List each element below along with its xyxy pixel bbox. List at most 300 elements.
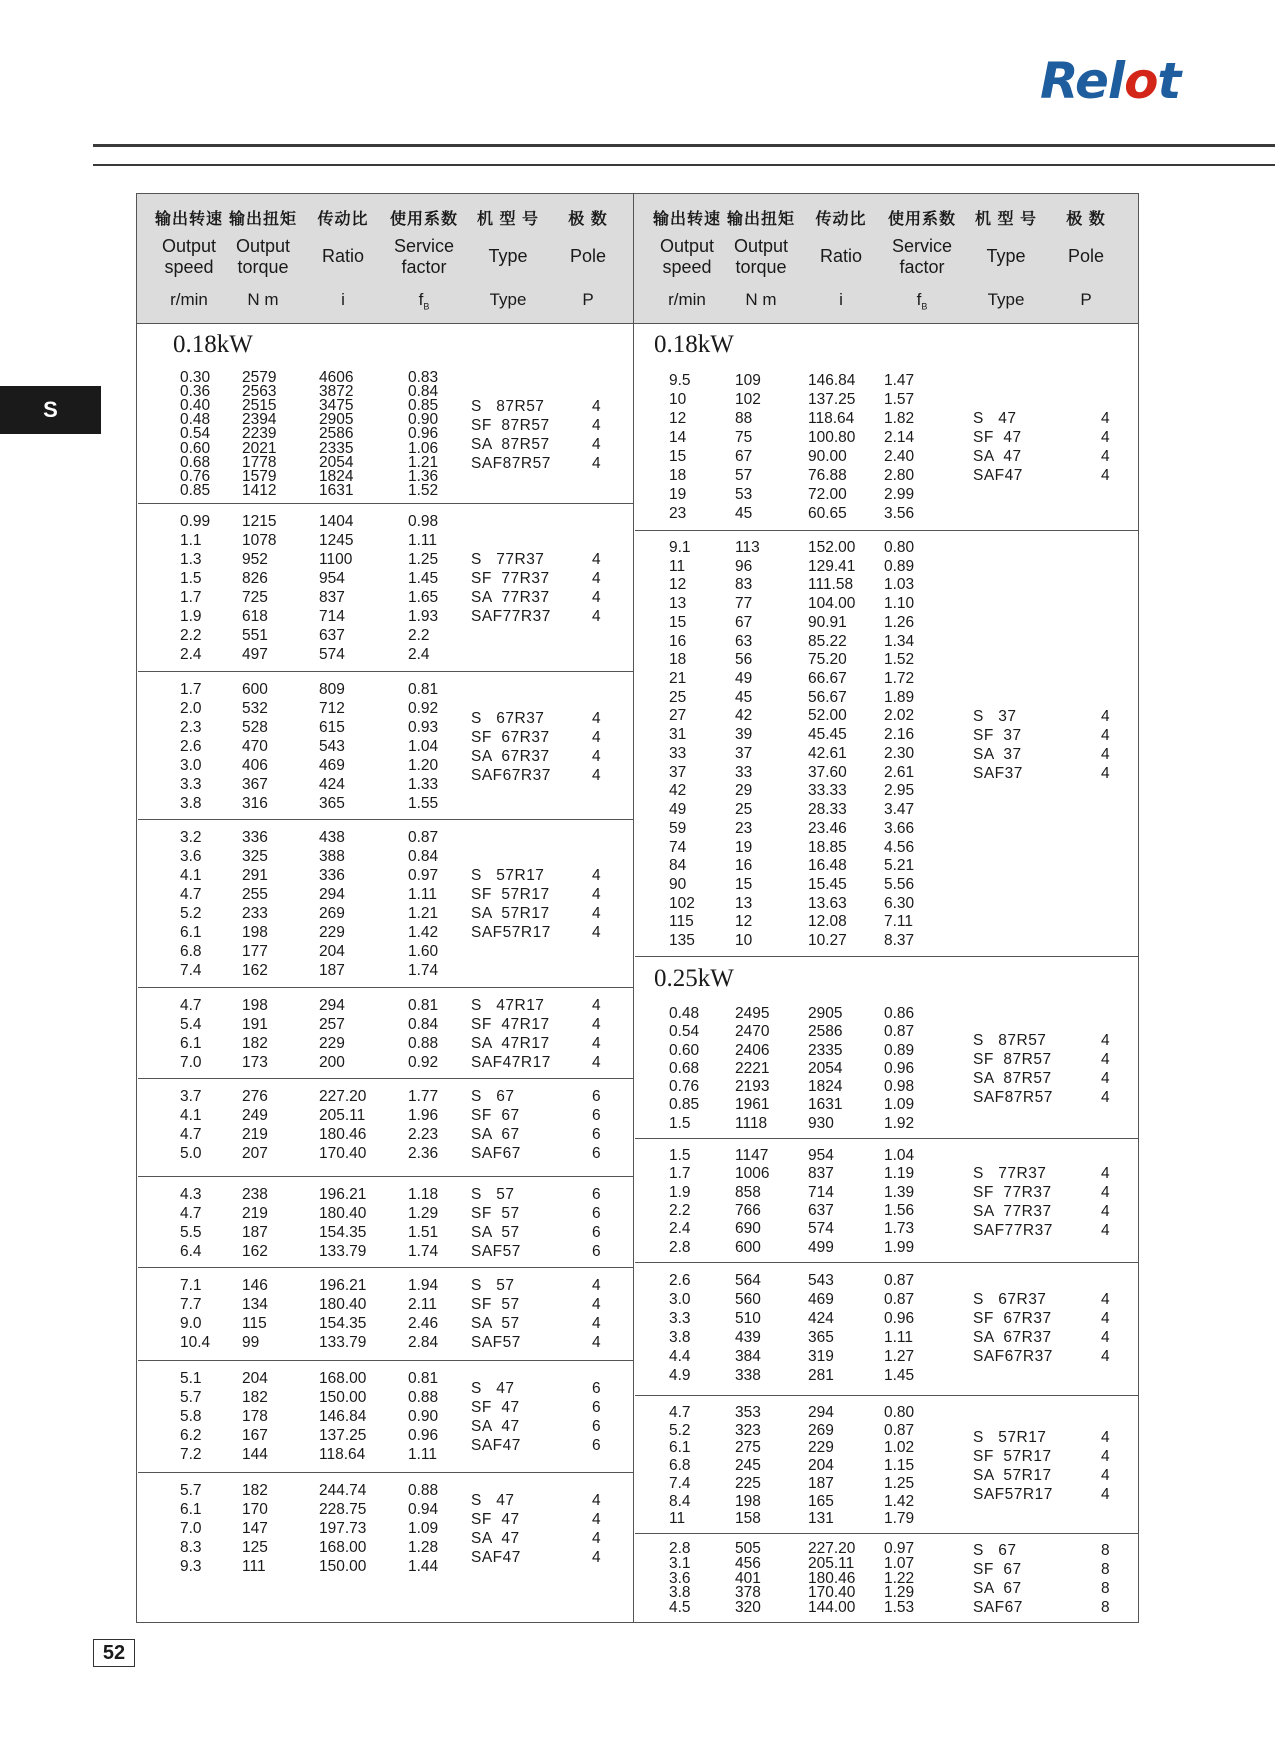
cell-speed: 25: [669, 688, 687, 706]
column-fb: [408, 828, 438, 980]
data-block: [138, 820, 633, 988]
cell-fb: 0.98: [408, 513, 439, 530]
cell-fb: 1.25: [408, 551, 439, 568]
cell-speed: 4.1: [180, 867, 202, 884]
cell-type: SF 87R57: [471, 416, 550, 434]
cell-ratio: 1631: [319, 481, 354, 499]
cell-type: SAF57: [471, 1334, 521, 1351]
cell-fb: 0.88: [408, 1482, 439, 1499]
cell-ratio: 336: [319, 867, 345, 884]
data-block: [138, 1268, 633, 1361]
cell-ratio: 13.63: [808, 894, 847, 912]
cell-fb: 1.11: [408, 532, 438, 549]
cell-fb: 2.40: [884, 448, 915, 465]
cell-torque: 456: [735, 1554, 761, 1572]
column-pole: [592, 709, 601, 785]
cell-pole: 6: [592, 1224, 602, 1241]
cell-pole: 4: [592, 1016, 602, 1033]
cell-torque: 1006: [735, 1165, 770, 1183]
cell-speed: 2.4: [180, 646, 202, 663]
cell-speed: 4.7: [180, 1126, 202, 1143]
cell-pole: 4: [1101, 1184, 1111, 1201]
cell-fb: 0.88: [408, 1389, 439, 1406]
column-fb: [884, 1005, 914, 1133]
cell-ratio: 244.74: [319, 1482, 367, 1499]
cell-fb: 1.07: [884, 1554, 915, 1572]
cell-fb: 0.93: [408, 719, 439, 736]
cell-ratio: 168.00: [319, 1539, 367, 1556]
column-speed: [669, 1404, 691, 1528]
cell-fb: 1.74: [408, 962, 439, 979]
cell-speed: 13: [669, 595, 687, 613]
cell-torque: 45: [735, 688, 753, 706]
cell-type: SAF57R17: [471, 924, 551, 941]
column-pole: [592, 1185, 601, 1261]
column-pole: [592, 1276, 601, 1352]
cell-fb: 2.2: [408, 627, 430, 644]
cell-torque: 1147: [735, 1147, 769, 1164]
cell-ratio: 615: [319, 719, 345, 736]
column-ratio: [319, 512, 353, 664]
cell-torque: 2470: [735, 1023, 770, 1041]
cell-torque: 858: [735, 1183, 761, 1201]
cell-speed: 6.2: [180, 1427, 202, 1444]
cell-fb: 1.73: [884, 1220, 915, 1238]
cell-pole: 4: [592, 1315, 602, 1332]
column-type: [973, 1428, 1053, 1504]
cell-ratio: 45.45: [808, 726, 847, 744]
cell-torque: 167: [242, 1427, 268, 1444]
cell-speed: 10: [669, 391, 687, 408]
header-rule-top: [93, 144, 1275, 147]
cell-pole: 4: [1101, 1329, 1111, 1346]
column-fb: [884, 539, 914, 951]
data-block: [635, 1396, 1138, 1534]
cell-torque: 144: [242, 1446, 268, 1463]
cell-fb: 0.83: [408, 369, 439, 386]
cell-fb: 0.92: [408, 700, 439, 717]
cell-pole: 4: [1101, 1203, 1111, 1220]
cell-fb: 1.52: [884, 651, 915, 669]
cell-ratio: 2054: [808, 1059, 843, 1077]
cell-torque: 532: [242, 700, 268, 717]
cell-type: SA 57: [471, 1315, 520, 1332]
cell-ratio: 90.91: [808, 613, 847, 631]
header-label-en-line: torque: [237, 257, 289, 277]
cell-ratio: 150.00: [319, 1558, 367, 1575]
cell-type: SA 37: [973, 746, 1022, 763]
cell-ratio: 294: [319, 886, 345, 903]
cell-ratio: 499: [808, 1238, 834, 1256]
cell-torque: 2221: [735, 1059, 770, 1077]
column-fb: [884, 1147, 914, 1257]
cell-pole: 4: [1101, 1222, 1111, 1239]
cell-ratio: 12.08: [808, 913, 847, 931]
cell-ratio: 543: [319, 738, 345, 755]
column-torque: [242, 1369, 268, 1464]
cell-torque: 182: [242, 1482, 268, 1499]
cell-type: SF 57R17: [973, 1448, 1052, 1465]
cell-speed: 5.1: [180, 1370, 202, 1387]
column-type: [973, 1031, 1053, 1107]
column-speed: [669, 1147, 691, 1257]
cell-fb: 1.45: [408, 570, 439, 587]
cell-torque: 96: [735, 557, 753, 575]
cell-pole: 4: [592, 747, 602, 765]
column-torque: [242, 371, 276, 498]
cell-torque: 1412: [242, 481, 277, 499]
cell-type: SF 57R17: [471, 886, 550, 903]
cell-pole: 4: [1101, 1467, 1111, 1484]
cell-fb: 1.89: [884, 688, 915, 706]
cell-type: SAF67R37: [471, 766, 551, 784]
cell-torque: 245: [735, 1457, 761, 1475]
cell-torque: 600: [735, 1238, 761, 1256]
cell-ratio: 76.88: [808, 467, 847, 484]
column-ratio: [808, 1147, 834, 1257]
cell-fb: 0.87: [884, 1421, 915, 1439]
header-unit-text: Type: [987, 290, 1025, 309]
cell-torque: 25: [735, 801, 753, 819]
data-block: [138, 504, 633, 672]
cell-speed: 7.4: [180, 962, 202, 979]
column-pole: [592, 550, 601, 626]
cell-ratio: 60.65: [808, 505, 847, 522]
cell-fb: 0.96: [884, 1059, 915, 1077]
header-label-en-line: speed: [164, 257, 214, 277]
cell-ratio: 118.64: [319, 1446, 366, 1463]
column-torque: [735, 1271, 761, 1385]
cell-torque: 12: [735, 913, 753, 931]
cell-torque: 1078: [242, 532, 277, 549]
cell-torque: 109: [735, 372, 761, 389]
cell-fb: 3.66: [884, 819, 915, 837]
cell-fb: 1.45: [884, 1367, 915, 1384]
cell-ratio: 1824: [319, 467, 354, 485]
column-torque: [735, 371, 761, 523]
cell-type: SF 87R57: [973, 1051, 1052, 1068]
cell-fb: 0.84: [408, 1016, 439, 1033]
cell-type: SA 67: [973, 1580, 1022, 1597]
cell-speed: 0.36: [180, 383, 211, 401]
cell-torque: 42: [735, 707, 753, 725]
cell-torque: 113: [735, 539, 760, 556]
cell-speed: 12: [669, 410, 687, 427]
cell-speed: 0.60: [669, 1041, 700, 1059]
cell-torque: 225: [735, 1474, 761, 1492]
column-pole: [1101, 1031, 1110, 1107]
cell-ratio: 66.67: [808, 670, 847, 688]
cell-torque: 191: [242, 1016, 268, 1033]
cell-fb: 8.37: [884, 932, 915, 950]
column-fb: [408, 512, 438, 664]
cell-fb: 0.90: [408, 411, 439, 429]
cell-fb: 0.88: [408, 1035, 439, 1052]
cell-torque: 53: [735, 486, 753, 503]
cell-ratio: 257: [319, 1016, 345, 1033]
header-label-zh: 输出扭矩: [228, 211, 297, 228]
power-rating: 0.18kW: [654, 331, 734, 358]
cell-ratio: 131: [808, 1510, 834, 1528]
cell-fb: 1.11: [408, 1446, 438, 1463]
column-speed: [669, 1271, 691, 1385]
cell-ratio: 227.20: [319, 1088, 367, 1105]
cell-pole: 4: [592, 397, 602, 415]
header-label-en-line: Output: [161, 236, 217, 256]
cell-speed: 3.8: [669, 1584, 691, 1602]
cell-type: SF 67R37: [471, 728, 550, 746]
cell-fb: 1.18: [408, 1186, 439, 1203]
cell-speed: 0.68: [180, 453, 211, 471]
cell-torque: 1778: [242, 453, 277, 471]
cell-ratio: 196.21: [319, 1277, 367, 1294]
column-speed: [180, 1481, 202, 1576]
cell-ratio: 180.46: [319, 1126, 367, 1143]
cell-fb: 1.20: [408, 757, 439, 774]
cell-fb: 1.92: [884, 1114, 915, 1132]
cell-fb: 0.87: [884, 1272, 915, 1289]
cell-speed: 1.3: [180, 551, 202, 568]
cell-speed: 3.3: [669, 1310, 691, 1327]
cell-fb: 0.87: [408, 829, 439, 846]
cell-torque: 102: [735, 391, 761, 408]
column-pole: [592, 996, 601, 1072]
cell-fb: 1.22: [884, 1569, 915, 1587]
cell-ratio: 28.33: [808, 801, 847, 819]
column-speed: [180, 1087, 202, 1163]
section-tab[interactable]: S: [0, 386, 101, 434]
cell-speed: 8.3: [180, 1539, 202, 1556]
cell-fb: 2.95: [884, 782, 915, 800]
cell-torque: 23: [735, 819, 753, 837]
cell-torque: 63: [735, 632, 753, 650]
cell-fb: 1.21: [408, 905, 439, 922]
cell-speed: 4.3: [180, 1186, 202, 1203]
column-type: [471, 1185, 521, 1261]
cell-ratio: 85.22: [808, 632, 847, 650]
cell-speed: 15: [669, 448, 687, 465]
cell-fb: 1.15: [884, 1457, 915, 1475]
cell-pole: 4: [1101, 1310, 1111, 1327]
cell-ratio: 144.00: [808, 1599, 856, 1617]
cell-speed: 2.3: [180, 719, 202, 736]
cell-type: SA 57R17: [973, 1467, 1052, 1484]
cell-ratio: 2335: [319, 439, 354, 457]
cell-speed: 1.7: [180, 589, 202, 606]
cell-type: SA 67R37: [471, 747, 550, 765]
cell-ratio: 205.11: [319, 1107, 366, 1124]
cell-torque: 510: [735, 1310, 761, 1327]
cell-type: SA 47: [973, 448, 1022, 465]
cell-pole: 4: [592, 454, 602, 472]
cell-fb: 1.04: [408, 738, 439, 755]
cell-type: S 77R37: [973, 1165, 1047, 1182]
cell-ratio: 170.40: [319, 1145, 367, 1162]
cell-speed: 12: [669, 576, 687, 594]
column-type: [973, 409, 1023, 485]
column-fb: [408, 1369, 438, 1464]
header-label-zh: 使用系数: [887, 211, 956, 228]
cell-speed: 3.1: [669, 1554, 691, 1572]
cell-torque: 725: [242, 589, 268, 606]
cell-pole: 8: [1101, 1561, 1111, 1578]
cell-ratio: 837: [319, 589, 345, 606]
column-type: [973, 1290, 1053, 1366]
cell-type: SAF77R37: [973, 1222, 1053, 1239]
column-type: [471, 1491, 521, 1567]
cell-torque: 384: [735, 1348, 761, 1365]
header-label-zh: 传动比: [317, 211, 369, 228]
cell-speed: 135: [669, 932, 695, 950]
cell-fb: 0.81: [408, 997, 439, 1014]
header-unit-text: i: [839, 290, 843, 309]
cell-speed: 33: [669, 744, 687, 762]
cell-speed: 102: [669, 894, 695, 912]
column-pole: [592, 1379, 601, 1455]
cell-fb: 1.93: [408, 608, 439, 625]
cell-ratio: 438: [319, 829, 345, 846]
cell-type: SAF47R17: [471, 1054, 551, 1071]
header-label-en-line: Ratio: [321, 246, 365, 266]
cell-pole: 4: [592, 416, 602, 434]
cell-type: S 57: [471, 1277, 515, 1294]
cell-torque: 439: [735, 1329, 761, 1346]
cell-torque: 276: [242, 1088, 268, 1105]
cell-fb: 1.82: [884, 410, 915, 427]
cell-ratio: 229: [319, 924, 345, 941]
cell-type: SF 47: [471, 1510, 520, 1528]
page-number: 52: [93, 1639, 135, 1667]
cell-ratio: 469: [319, 757, 345, 774]
column-torque: [735, 539, 760, 951]
cell-speed: 37: [669, 763, 687, 781]
cell-ratio: 469: [808, 1291, 834, 1308]
cell-speed: 9.1: [669, 539, 691, 556]
cell-speed: 7.7: [180, 1296, 202, 1313]
cell-torque: 2579: [242, 369, 277, 386]
cell-pole: 4: [592, 1054, 602, 1071]
cell-pole: 4: [1101, 708, 1111, 725]
data-block: [138, 1177, 633, 1268]
cell-fb: 2.99: [884, 486, 915, 503]
cell-fb: 2.16: [884, 726, 915, 744]
cell-speed: 0.54: [180, 425, 211, 443]
cell-ratio: 146.84: [808, 372, 856, 389]
cell-fb: 0.81: [408, 1370, 439, 1387]
cell-speed: 6.1: [669, 1439, 691, 1457]
cell-ratio: 294: [808, 1404, 834, 1421]
cell-ratio: 2905: [319, 411, 354, 429]
cell-torque: 1579: [242, 467, 277, 485]
cell-pole: 6: [592, 1205, 602, 1222]
cell-ratio: 227.20: [808, 1540, 856, 1557]
cell-ratio: 319: [808, 1348, 834, 1365]
column-ratio: [808, 1542, 855, 1616]
column-speed: [180, 1369, 202, 1464]
data-block: [138, 1473, 633, 1622]
cell-pole: 6: [592, 1145, 602, 1162]
cell-speed: 2.6: [180, 738, 202, 755]
cell-type: S 47: [471, 1379, 515, 1397]
cell-fb: 0.87: [884, 1291, 915, 1308]
cell-torque: 2394: [242, 411, 277, 429]
column-fb: [408, 371, 438, 498]
header-label-en-line: speed: [662, 257, 712, 277]
cell-torque: 336: [242, 829, 268, 846]
cell-type: SF 37: [973, 727, 1022, 744]
cell-type: SA 57R17: [471, 905, 550, 922]
cell-type: SF 47: [471, 1398, 520, 1416]
cell-fb: 0.90: [408, 1408, 439, 1425]
cell-type: SF 57: [471, 1296, 520, 1313]
cell-torque: 1118: [735, 1114, 768, 1132]
cell-torque: 187: [242, 1224, 268, 1241]
cell-fb: 1.29: [408, 1205, 439, 1222]
cell-speed: 10.4: [180, 1334, 211, 1351]
column-speed: [180, 680, 202, 813]
brand-logo: Relot: [1040, 52, 1181, 110]
cell-fb: 1.72: [884, 670, 915, 688]
cell-ratio: 837: [808, 1165, 834, 1183]
column-torque: [735, 1147, 769, 1257]
column-type: [471, 397, 551, 473]
cell-type: SAF87R57: [471, 454, 551, 472]
cell-speed: 9.3: [180, 1558, 202, 1575]
cell-fb: 0.85: [408, 397, 439, 415]
cell-torque: 39: [735, 726, 753, 744]
cell-pole: 4: [592, 1035, 602, 1052]
column-pole: [1101, 1428, 1110, 1504]
cell-torque: 125: [242, 1539, 268, 1556]
header-label-en-line: Output: [235, 236, 291, 256]
cell-pole: 6: [592, 1243, 602, 1260]
data-block: [138, 988, 633, 1079]
cell-pole: 4: [1101, 467, 1111, 484]
column-ratio: [808, 371, 855, 523]
cell-fb: 2.80: [884, 467, 915, 484]
column-speed: [180, 371, 210, 498]
cell-fb: 7.11: [884, 913, 914, 931]
cell-speed: 2.2: [669, 1201, 691, 1219]
cell-fb: 0.92: [408, 1054, 439, 1071]
header-unit-text: f: [916, 290, 922, 309]
cell-torque: 505: [735, 1540, 761, 1557]
column-pole: [1101, 1290, 1110, 1366]
cell-ratio: 281: [808, 1367, 834, 1384]
column-torque: [242, 1087, 268, 1163]
cell-torque: 198: [735, 1492, 761, 1510]
header-label-zh: 机 型 号: [477, 211, 539, 228]
cell-pole: 4: [592, 766, 602, 784]
cell-speed: 1.7: [180, 681, 202, 698]
cell-pole: 4: [592, 709, 602, 727]
cell-ratio: 187: [319, 962, 345, 979]
cell-torque: 49: [735, 670, 753, 688]
cell-pole: 4: [592, 1510, 602, 1528]
cell-torque: 325: [242, 848, 268, 865]
cell-fb: 1.51: [408, 1224, 439, 1241]
cell-type: SA 67: [471, 1126, 520, 1143]
cell-ratio: 52.00: [808, 707, 847, 725]
cell-fb: 1.26: [884, 613, 915, 631]
column-pole: [592, 866, 601, 942]
data-block: [138, 1361, 633, 1473]
cell-speed: 4.1: [180, 1107, 202, 1124]
cell-ratio: 4606: [319, 369, 354, 386]
cell-torque: 10: [735, 932, 753, 950]
cell-torque: 83: [735, 576, 753, 594]
column-ratio: [319, 828, 345, 980]
